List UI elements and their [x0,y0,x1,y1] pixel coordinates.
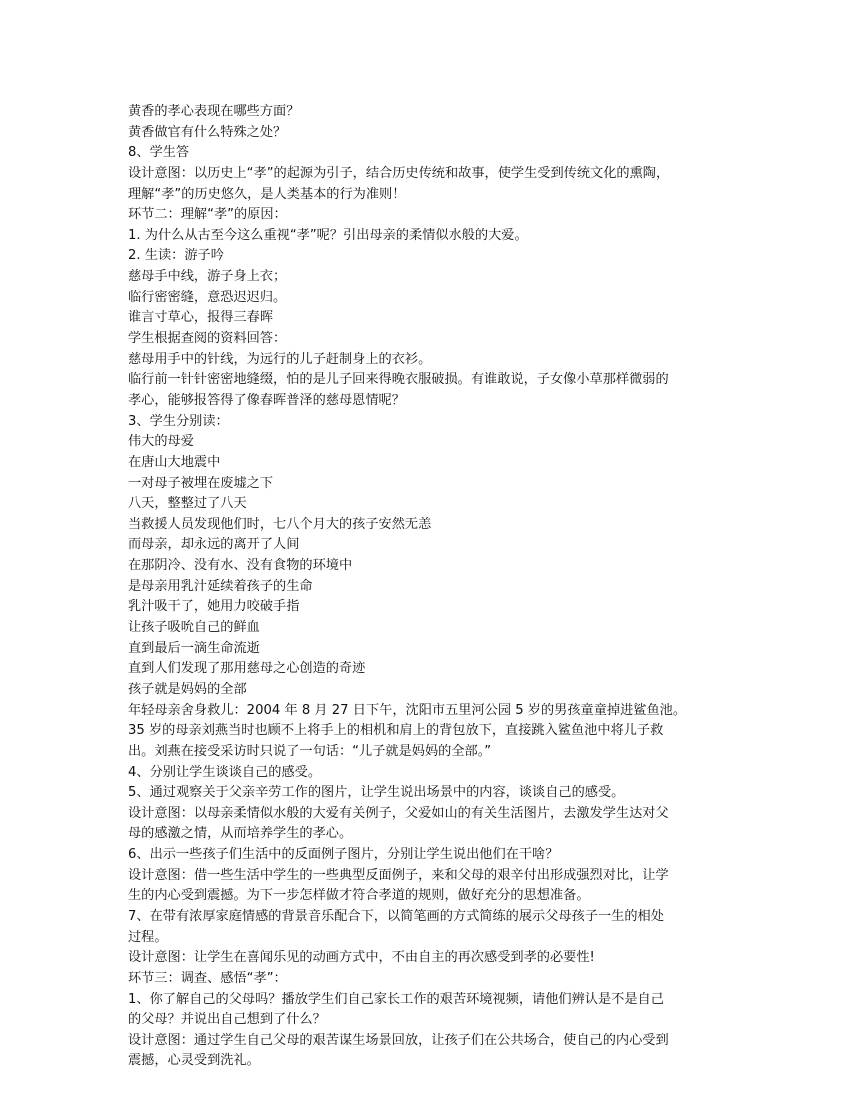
poem-line: 当救援人员发现他们时，七八个月大的孩子安然无恙 [128,516,432,532]
text-line: 出。刘燕在接受采访时只说了一句话：“儿子就是妈妈的全部。” [128,743,492,759]
section-heading: 环节二：理解“孝”的原因： [128,207,287,223]
poem-line: 直到人们发现了那用慈母之心创造的奇迹 [128,661,366,677]
text-line: 1、你了解自己的父母吗？播放学生们自己家长工作的艰苦环境视频，请他们辨认是不是自己 [128,991,664,1007]
poem-line: 谁言寸草心，报得三春晖 [128,310,274,326]
text-line: 孝心，能够报答得了像春晖普泽的慈母恩情呢？ [128,392,405,408]
text-line: 震撼，心灵受到洗礼。 [128,1053,260,1069]
text-line: 35 岁的母亲刘燕当时也顾不上将手上的相机和肩上的背包放下，直接跳入鲨鱼池中将儿子救 [128,723,664,739]
text-line: 理解“孝”的历史悠久，是人类基本的行为准则！ [128,186,406,202]
poem-line: 乳汁吸干了，她用力咬破手指 [128,599,300,615]
poem-line: 让孩子吸吮自己的鲜血 [128,620,260,636]
text-line: 生的内心受到震撼。为下一步怎样做才符合孝道的规则，做好充分的思想准备。 [128,888,590,904]
text-line: 母的感激之情，从而培养学生的孝心。 [128,826,353,842]
text-line: 临行前一针针密密地缝缀，怕的是儿子回来得晚衣服破损。有谁敢说，子女像小草那样微弱的 [128,372,669,388]
text-line: 学生根据查阅的资料回答： [128,331,287,347]
text-line: 8、学生答 [128,145,190,161]
text-line: 设计意图：以母亲柔情似水般的大爱有关例子，父爱如山的有关生活图片，去激发学生达对父 [128,805,669,821]
poem-line: 临行密密缝，意恐迟迟归。 [128,289,287,305]
poem-title: 孩子就是妈妈的全部 [128,681,247,697]
text-line: 2. 生读：游子吟 [128,248,224,264]
text-line: 7、在带有浓厚家庭情感的背景音乐配合下，以简笔画的方式简练的展示父母孩子一生的相处 [128,908,664,924]
text-line: 设计意图：通过学生自己父母的艰苦谋生场景回放，让孩子们在公共场合，使自己的内心受到 [128,1032,669,1048]
poem-line: 在那阴冷、没有水、没有食物的环境中 [128,558,353,574]
poem-line: 八天，整整过了八天 [128,496,247,512]
text-line: 设计意图：以历史上“孝”的起源为引子，结合历史传统和故事，使学生受到传统文化的熏陶， [128,165,670,181]
text-line: 5、通过观察关于父亲辛劳工作的图片，让学生说出场景中的内容，谈谈自己的感受。 [128,785,625,801]
text-line: 黄香的孝心表现在哪些方面？ [128,104,300,119]
document-page [128,102,738,1072]
poem-line: 慈母手中线，游子身上衣； [128,269,287,285]
text-line: 设计意图：让学生在喜闻乐见的动画方式中，不由自主的再次感受到孝的必要性! [128,950,595,966]
poem-line: 而母亲，却永远的离开了人间 [128,537,300,553]
poem-line: 在唐山大地震中 [128,454,221,470]
poem-line: 是母亲用乳汁延续着孩子的生命 [128,578,313,594]
text-line: 3、学生分别读： [128,413,229,429]
section-heading: 环节三：调查、感悟“孝”： [128,970,287,986]
text-line: 慈母用手中的针线，为远行的儿子赶制身上的衣衫。 [128,351,432,367]
text-line: 4、分别让学生谈谈自己的感受。 [128,764,322,780]
poem-line: 一对母子被埋在废墟之下 [128,475,274,491]
text-line: 1. 为什么从古至今这么重视“孝”呢？引出母亲的柔情似水般的大爱。 [128,227,528,243]
poem-line: 直到最后一滴生命流逝 [128,640,260,656]
text-line: 6、出示一些孩子们生活中的反面例子图片，分别让学生说出他们在干啥？ [128,847,559,863]
text-line: 年轻母亲舍身救儿：2004 年 8 月 27 日下午，沈阳市五里河公园 5 岁的男孩童童掉进鲨鱼池。 [128,702,687,718]
text-line: 的父母？并说出自己想到了什么？ [128,1012,326,1028]
text-line: 黄香做官有什么特殊之处？ [128,124,287,140]
poem-title: 伟大的母爱 [128,434,194,450]
text-line: 设计意图：借一些生活中学生的一些典型反面例子，来和父母的艰辛付出形成强烈对比，让学 [128,867,669,883]
text-line: 过程。 [128,929,168,945]
